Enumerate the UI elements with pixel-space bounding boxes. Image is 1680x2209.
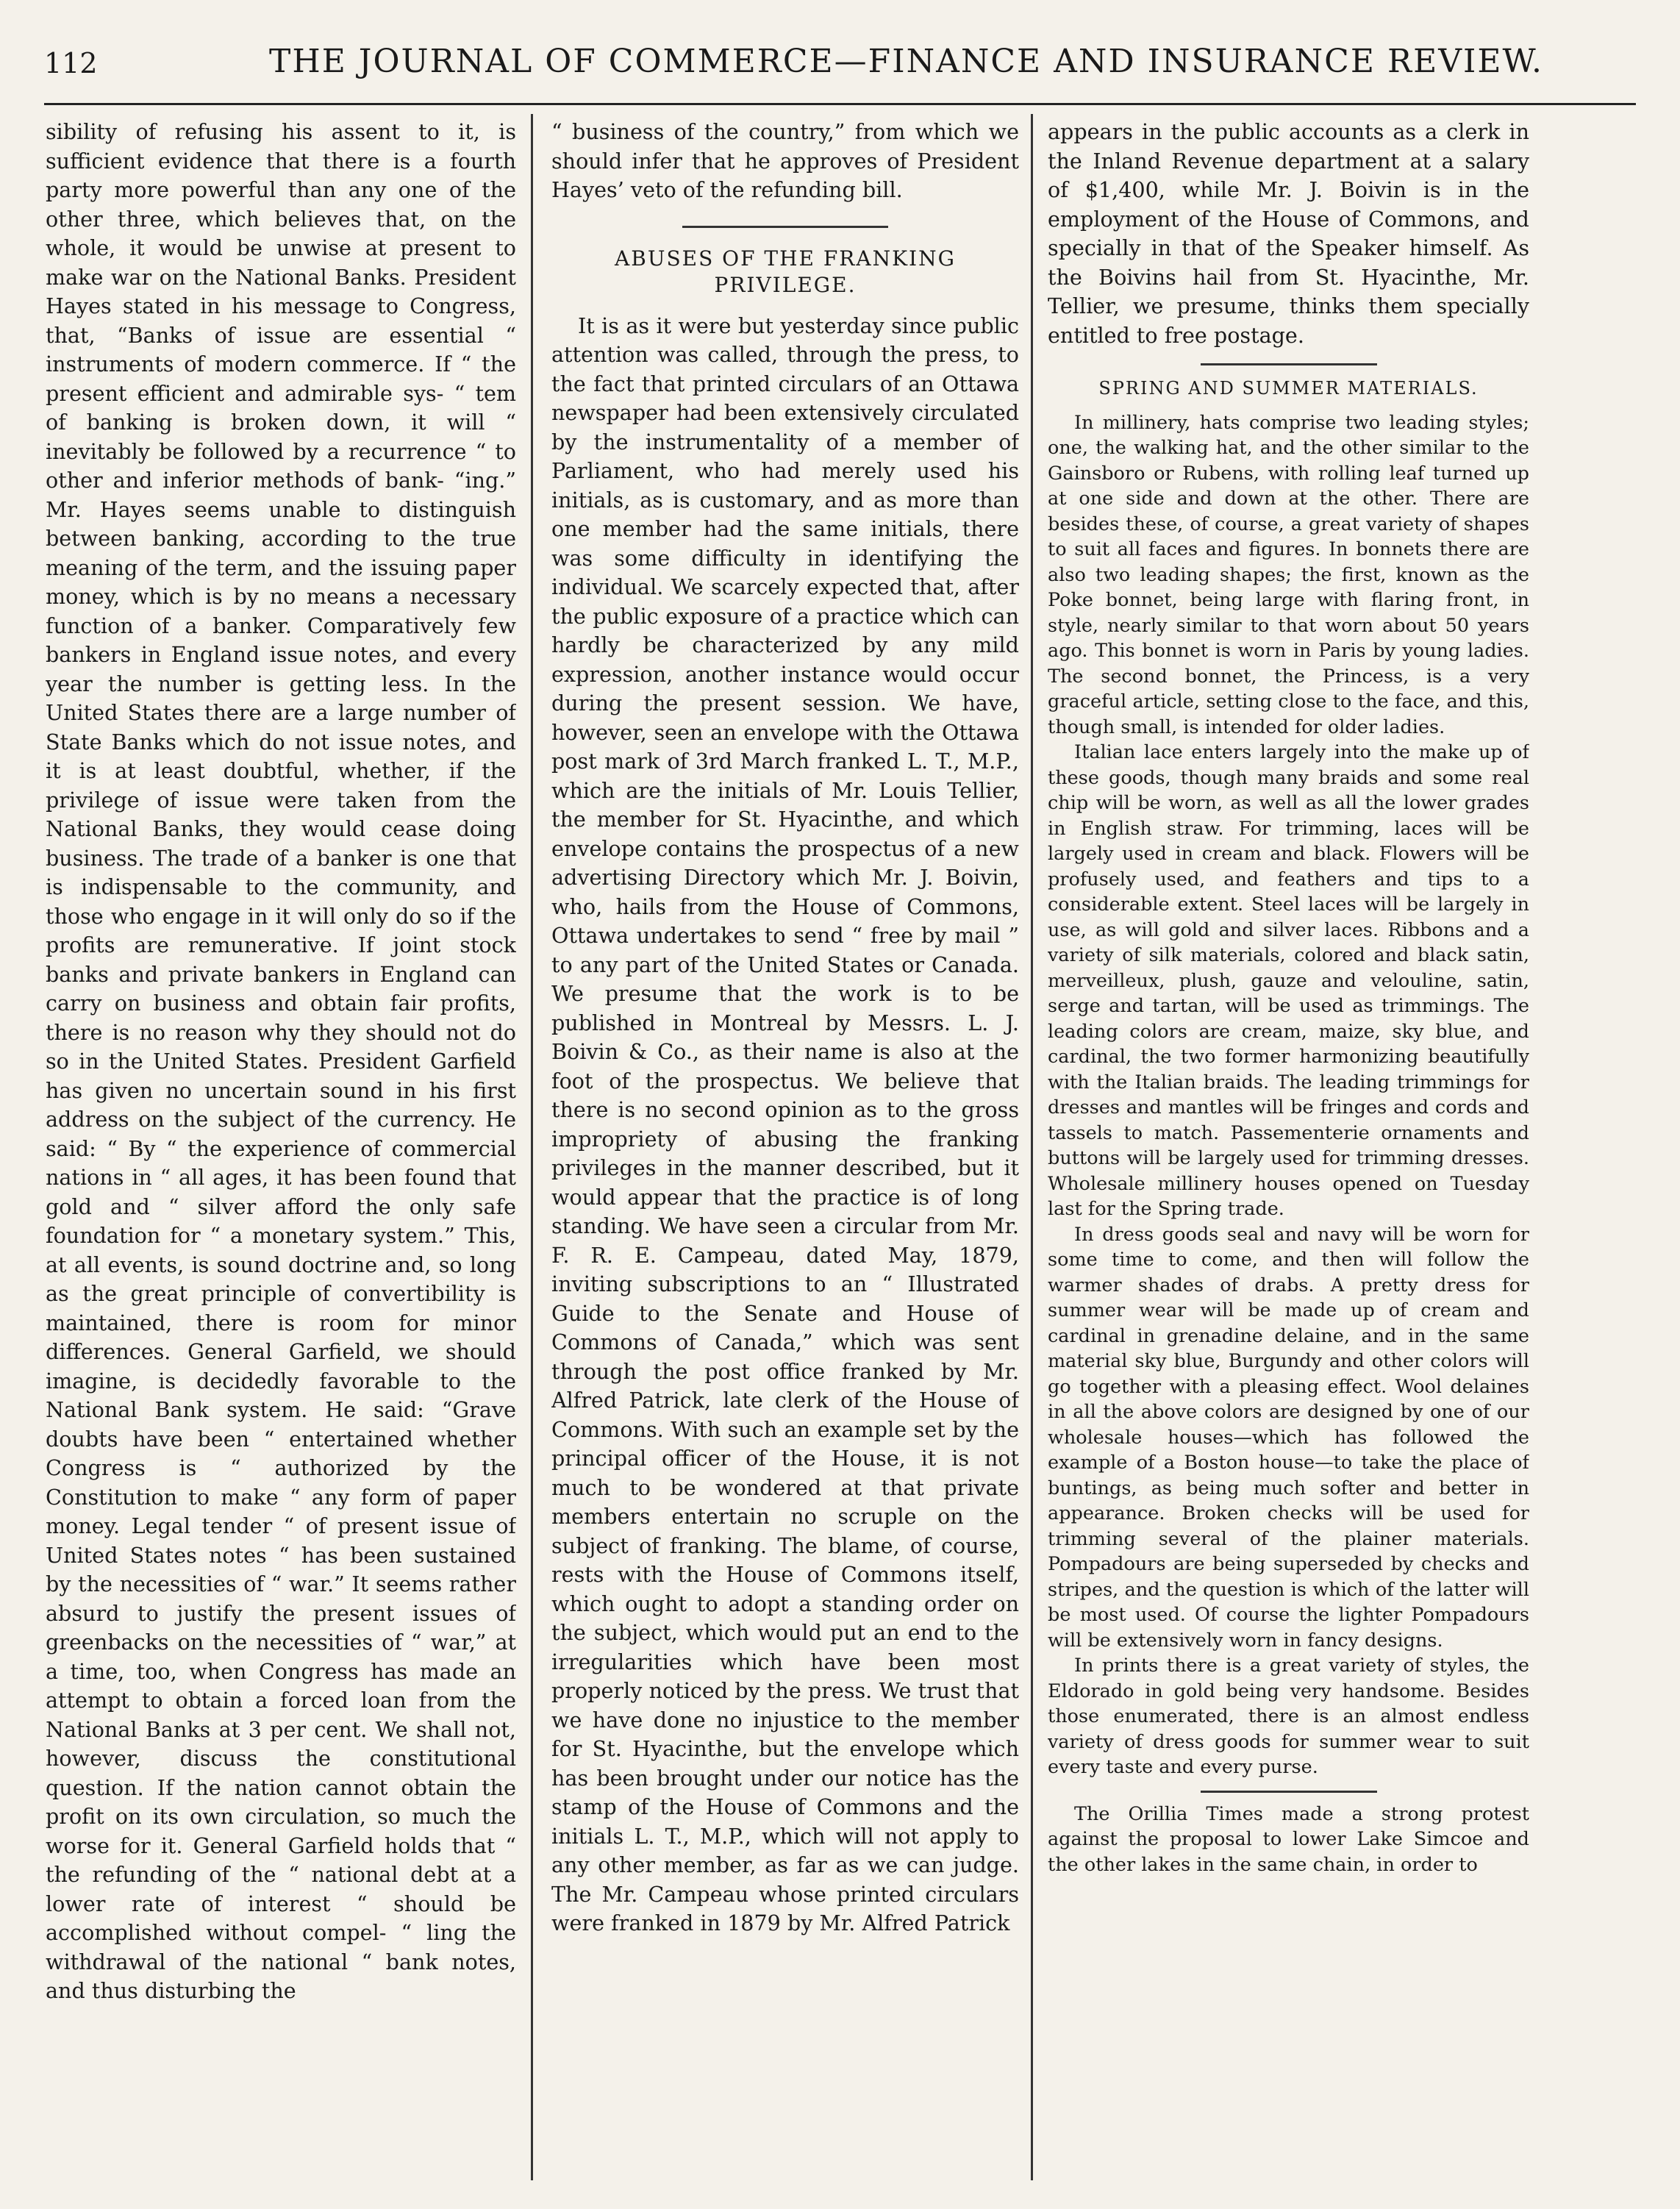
paragraph: In millinery, hats comprise two leading styles; one, the walking hat, and the other similar to the Gainsboro or Rubens, with rolling leaf turned up at one side and down at the other. There are besides these, of course, a great variety of shapes to suit all faces and figures. In bonnets there are also two leading shapes; the first, known as the Poke bonnet, being large with flaring front, in style, nearly similar to that worn about 50 years ago. This bonnet is worn in Paris by young ladies. The second bonnet, the Princess, is a very graceful article, setting close to the face, and this, though small, is intended for older ladies.: [1048, 411, 1529, 738]
column-divider: [1031, 114, 1033, 2180]
section-divider: [1201, 363, 1377, 365]
section-heading: SPRING AND SUMMER MATERIALS.: [1098, 378, 1479, 399]
paragraph: In prints there is a great variety of styles, the Eldorado in gold being very handsome. Besides those enumerated, there is an almost endless variety of dress goods for summer wear to suit every taste and every purse.: [1048, 1655, 1529, 1778]
column-3: [1048, 118, 1529, 2177]
section-divider: [1201, 1791, 1377, 1793]
paragraph: It is as it were but yesterday since public attention was called, through the press, to the fact that printed circulars of an Ottawa newspaper had been extensively circulated by the instrumentality of a member of Parliament, who had merely used his initials, as is customary, and as more than one member had the same initials, there was some difficulty in identifying the individual. We scarcely expected that, after the public exposure of a practice which can hardly be characterized by any mild expression, another instance would occur during the present session. We have, however, seen an envelope with the Ottawa post mark of 3rd March franked L. T., M.P., which are the initials of Mr. Louis Tellier, the member for St. Hyacinthe, and which envelope contains the prospectus of a new advertising Directory which Mr. J. Boivin, who, hails from the House of Commons, Ottawa undertakes to send “ free by mail ” to any part of the United States or Canada. We presume that the work is to be published in Montreal by Messrs. L. J. Boivin & Co., as their name is also at the foot of the prospectus. We believe that there is no second opinion as to the gross impropriety of abusing the franking privileges in the manner described, but it would appear that the practice is of long standing. We have seen a circular from Mr. F. R. E. Campeau, dated May, 1879, inviting subscriptions to an “ Illustrated Guide to the Senate and House of Commons of Canada,” which was sent through the post office franked by Mr. Alfred Patrick, late clerk of the House of Commons. With such an example set by the principal officer of the House, it is not much to be wondered at that private members entertain no scruple on the subject of franking. The blame, of course, rests with the House of Commons itself, which ought to adopt a standing order on the subject, which would put an end to the irregularities which have been most properly noticed by the press. We trust that we have done no injustice to the member for St. Hyacinthe, but the envelope which has been brought under our notice has the stamp of the House of Commons and the initials L. T., M.P., which will not apply to any other member, as far as we can judge. The Mr. Campeau whose printed circulars were franked in 1879 by Mr. Alfred Patrick: [551, 313, 1019, 1935]
section-divider: [682, 226, 888, 228]
paragraph: The Orillia Times made a strong protest against the proposal to lower Lake Simcoe and the other lakes in the same chain, in order to: [1048, 1802, 1529, 1876]
page-header: [44, 37, 1636, 105]
paragraph: In dress goods seal and navy will be worn for some time to come, and then will follow the warmer shades of drabs. A pretty dress for summer wear will be made up of cream and cardinal in grenadine delaine, and in the same material sky blue, Burgundy and other colors will go together with a pleasing effect. Wool delaines in all the above colors are designed by one of our wholesale houses—which has followed the example of a Boston house—to take the place of buntings, as being much softer and better in appearance. Broken checks will be used for trimming several of the plainer materials. Pompadours are being superseded by checks and stripes, and the question is which of the latter will be most used. Of course the lighter Pompadours will be extensively worn in fancy designs.: [1048, 1223, 1529, 1652]
journal-title: THE JOURNAL OF COMMERCE—FINANCE AND INSURANCE REVIEW.: [268, 43, 1543, 80]
column-2: [551, 118, 1019, 2177]
paragraph: “ business of the country,” from which we should infer that he approves of President Hayes’ veto of the refunding bill.: [551, 119, 1019, 202]
column-divider: [531, 114, 533, 2180]
paragraph: Italian lace enters largely into the make up of these goods, though many braids and some real chip will be worn, as well as all the lower grades in English straw. For trimming, laces will be largely used in cream and black. Flowers will be profusely used, and feathers and tips to a considerable extent. Steel laces will be largely in use, as will gold and silver laces. Ribbons and a variety of silk materials, colored and black satin, merveilleux, plush, gauze and velouline, satin, serge and tartan, will be used as trimmings. The leading colors are cream, maize, sky blue, and cardinal, the two former harmonizing beautifully with the Italian braids. The leading trimmings for dresses and mantles will be fringes and cords and tassels to match. Passementerie ornaments and buttons will be largely used for trimming dresses. Wholesale millinery houses opened on Tuesday last for the Spring trade.: [1048, 741, 1529, 1220]
column-1: [46, 118, 516, 2177]
section-heading: ABUSES OF THE FRANKING PRIVILEGE.: [615, 246, 956, 297]
paragraph: appears in the public accounts as a clerk in the Inland Revenue department at a salary of $1,400, while Mr. J. Boivin is in the employment of the House of Commons, and specially in that of the Speaker himself. As the Boivins hail from St. Hyacinthe, Mr. Tellier, we presume, thinks them specially entitled to free postage.: [1048, 119, 1529, 348]
page-number: 112: [44, 47, 98, 79]
paragraph: sibility of refusing his assent to it, is sufficient evidence that there is a fourth party more powerful than any one of the other three, which believes that, on the whole, it would be unwise at present to make war on the National Banks. President Hayes stated in his message to Congress, that, “Banks of issue are essential “ instruments of modern commerce. If “ the present efficient and admirable sys- “ tem of banking is broken down, it will “ inevitably be followed by a recurrence “ to other and inferior methods of bank- “ing.” Mr. Hayes seems unable to distinguish between banking, according to the true meaning of the term, and the issuing paper money, which is by no means a necessary function of a banker. Comparatively few bankers in England issue notes, and every year the number is getting less. In the United States there are a large number of State Banks which do not issue notes, and it is at least doubtful, whether, if the privilege of issue were taken from the National Banks, they would cease doing business. The trade of a banker is one that is indispensable to the community, and those who engage in it will only do so if the profits are remunerative. If joint stock banks and private bankers in England can carry on business and obtain fair profits, there is no reason why they should not do so in the United States. President Garfield has given no uncertain sound in his first address on the subject of the currency. He said: “ By “ the experience of commercial nations in “ all ages, it has been found that gold and “ silver afford the only safe foundation for “ a monetary system.” This, at all events, is sound doctrine and, so long as the great principle of convertibility is maintained, there is room for minor differences. General Garfield, we should imagine, is decidedly favorable to the National Bank system. He said: “Grave doubts have been “ entertained whether Congress is “ authorized by the Constitution to make “ any form of paper money. Legal tender “ of present issue of United States notes “ has been sustained by the necessities of “ war.” It seems rather absurd to justify the present issues of greenbacks on the necessities of “ war,” at a time, too, when Congress has made an attempt to obtain a forced loan from the National Banks at 3 per cent. We shall not, however, discuss the constitutional question. If the nation cannot obtain the profit on its own circulation, so much the worse for it. General Garfield holds that “ the refunding of the “ national debt at a lower rate of interest “ should be accomplished without compel- “ ling the withdrawal of the national “ bank notes, and thus disturbing the: [46, 119, 516, 2003]
